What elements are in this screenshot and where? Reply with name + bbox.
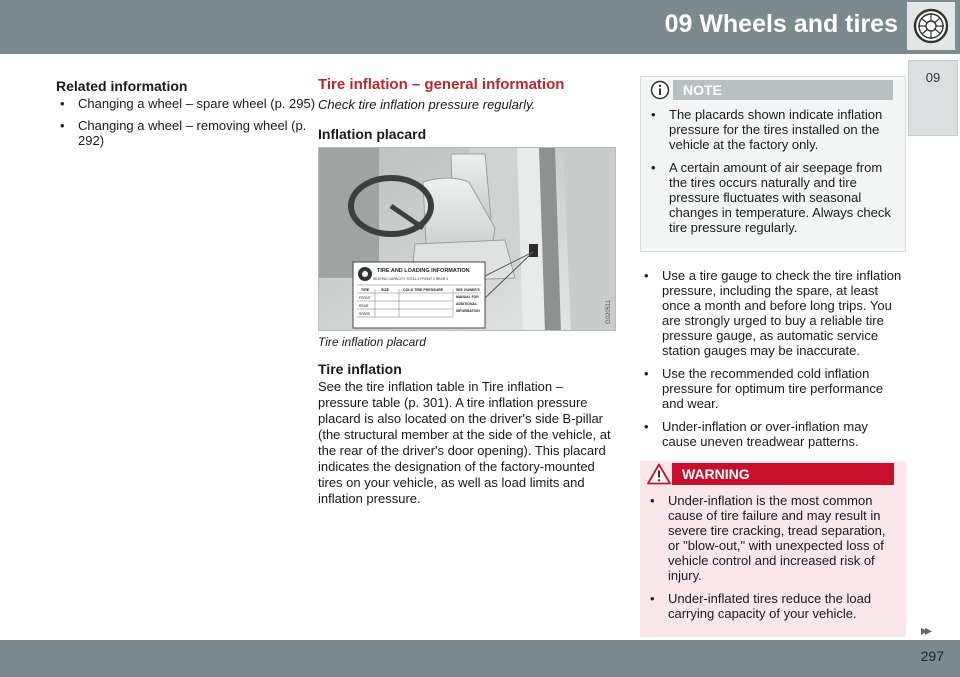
tire-icon xyxy=(907,2,955,50)
inflation-paragraph: See the tire inflation table in Tire inflation – pressure table (p. 301). A tire inflation pressure placard is also located on the driver's side B-pillar (the structural member at the side of the vehicle, at the rear of the driver's door opening). This placard indicates the designation of the factory-mounted tires on your vehicle, as well as load limits and inflation pressure. xyxy=(318,379,611,506)
page-header xyxy=(0,0,960,54)
placard-owner-line: MANUAL FOR xyxy=(456,295,479,299)
placard-col-pressure: COLD TIRE PRESSURE xyxy=(403,288,444,292)
warning-list xyxy=(646,493,894,621)
figure-caption: Tire inflation placard xyxy=(318,335,426,349)
chapter-tab[interactable] xyxy=(908,60,958,136)
note-label: NOTE xyxy=(673,80,893,100)
tips-list xyxy=(640,268,906,449)
warning-item: • Under-inflation is the most common cause of tire failure and may result in severe tire cracking, tread separation, or "blow-out," with unexpected loss of vehicle control and increased risk of injury. xyxy=(646,493,894,583)
related-link[interactable]: • Changing a wheel – spare wheel (p. 295) xyxy=(56,96,318,111)
note-header xyxy=(647,77,893,103)
inflation-heading: Tire inflation xyxy=(318,361,402,377)
related-link[interactable]: • Changing a wheel – removing wheel (p. 292) xyxy=(56,118,318,148)
placard-figure xyxy=(318,147,616,331)
warning-header xyxy=(646,461,894,487)
next-page-arrows[interactable]: ▸▸ xyxy=(921,622,930,638)
placard-row-spare: SPARE xyxy=(359,312,371,316)
section-title: Tire inflation – general information xyxy=(318,76,565,93)
placard-row-rear: REAR xyxy=(359,304,369,308)
chapter-title: 09 Wheels and tires xyxy=(664,10,898,38)
tip-item: • Use the recommended cold inflation pressure for optimum tire performance and wear. xyxy=(640,366,906,411)
placard-owner-line: INFORMATION xyxy=(456,309,480,313)
side-content xyxy=(640,76,906,637)
note-item: • A certain amount of air seepage from the tires occurs naturally and tire pressure fluctuates with seasonal changes in temperature. Always check tire pressure regularly. xyxy=(647,160,893,235)
note-item: • The placards shown indicate inflation pressure for the tires installed on the vehicle at the factory only. xyxy=(647,107,893,152)
tip-item: • Use a tire gauge to check the tire inflation pressure, including the spare, at least once a month and before long trips. You are strongly urged to buy a reliable tire pressure gauge, as automatic service station gauges may be inaccurate. xyxy=(640,268,906,358)
warning-triangle-icon xyxy=(646,461,672,487)
page-footer xyxy=(0,640,960,677)
related-list xyxy=(56,96,318,148)
note-box xyxy=(640,76,906,252)
figure-code: G020511 xyxy=(606,299,612,324)
placard-col-tire: TIRE xyxy=(361,288,370,292)
placard-seating: SEATING CAPACITY TOTAL 5 FRONT 2 REAR 3 xyxy=(373,277,448,281)
placard-col-size: SIZE xyxy=(381,288,389,292)
placard-heading: Inflation placard xyxy=(318,126,427,142)
warning-item: • Under-inflated tires reduce the load carrying capacity of your vehicle. xyxy=(646,591,894,621)
placard-col-owner: SEE OWNER'S xyxy=(456,288,480,292)
placard-owner-line: ADDITIONAL xyxy=(456,302,477,306)
placard-title: TIRE AND LOADING INFORMATION xyxy=(377,268,470,274)
placard-row-front: FRONT xyxy=(359,296,371,300)
warning-label: WARNING xyxy=(672,463,894,485)
info-circle-icon xyxy=(647,77,673,103)
page-number: 297 xyxy=(920,648,944,664)
warning-box xyxy=(640,461,906,637)
related-information xyxy=(56,78,318,155)
tip-item: • Under-inflation or over-inflation may cause uneven treadwear patterns. xyxy=(640,419,906,449)
note-list xyxy=(647,107,893,235)
section-intro: Check tire inflation pressure regularly. xyxy=(318,97,536,112)
main-section xyxy=(318,76,616,507)
related-heading: Related information xyxy=(56,78,188,94)
chapter-tab-label: 09 xyxy=(925,70,941,85)
